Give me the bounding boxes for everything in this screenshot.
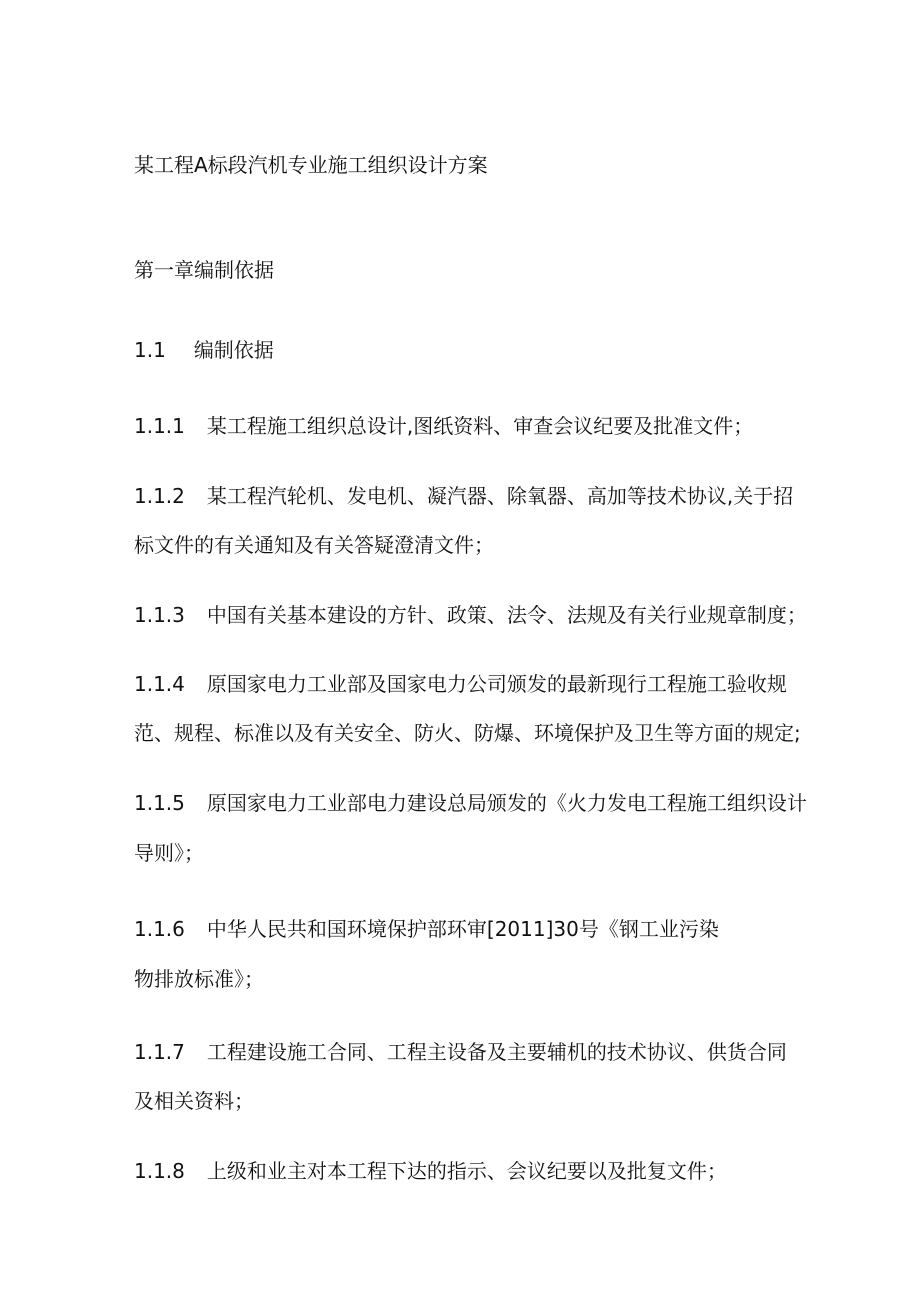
chapter-heading: 第一章编制依据	[134, 258, 274, 282]
item-number: 1.1.8	[134, 1159, 185, 1183]
item-continuation: 及相关资料；	[134, 1089, 254, 1113]
item-number: 1.1.5	[134, 791, 185, 815]
item-number: 1.1.1	[134, 414, 185, 438]
item-number: 1.1.4	[134, 672, 185, 696]
item-text: 原国家电力工业部及国家电力公司颁发的最新现行工程施工验收规	[206, 672, 787, 696]
item-text: 某工程施工组织总设计,图纸资料、审查会议纪要及批准文件；	[206, 414, 754, 438]
item-text: 某工程汽轮机、发电机、凝汽器、除氧器、高加等技术协议,关于招	[206, 484, 794, 508]
item-number: 1.1.6	[134, 917, 185, 941]
document-title: 某工程A标段汽机专业施工组织设计方案	[134, 153, 488, 177]
list-item	[134, 484, 793, 508]
item-continuation: 物排放标准》；	[134, 967, 264, 991]
item-number: 1.1.2	[134, 484, 185, 508]
item-text: 工程建设施工合同、工程主设备及主要辅机的技术协议、供货合同	[206, 1040, 787, 1064]
list-item	[134, 603, 807, 627]
list-item	[134, 917, 719, 941]
section-title: 编制依据	[193, 338, 274, 362]
section-number: 1.1	[134, 338, 166, 362]
item-continuation: 导则》；	[134, 841, 204, 865]
item-number: 1.1.7	[134, 1040, 185, 1064]
item-continuation: 标文件的有关通知及有关答疑澄清文件；	[134, 533, 494, 557]
list-item	[134, 1040, 787, 1064]
list-item	[134, 414, 753, 438]
item-text: 原国家电力工业部电力建设总局颁发的《火力发电工程施工组织设计	[206, 791, 807, 815]
section-heading	[134, 338, 274, 362]
list-item	[134, 672, 787, 696]
list-item	[134, 1159, 727, 1183]
item-text: 中国有关基本建设的方针、政策、法令、法规及有关行业规章制度；	[206, 603, 807, 627]
item-text: 中华人民共和国环境保护部环审[2011]30号《钢工业污染	[206, 917, 719, 941]
item-number: 1.1.3	[134, 603, 185, 627]
item-continuation: 范、规程、标准以及有关安全、防火、防爆、环境保护及卫生等方面的规定;	[134, 721, 801, 745]
item-text: 上级和业主对本工程下达的指示、会议纪要以及批复文件；	[206, 1159, 727, 1183]
list-item	[134, 791, 807, 815]
